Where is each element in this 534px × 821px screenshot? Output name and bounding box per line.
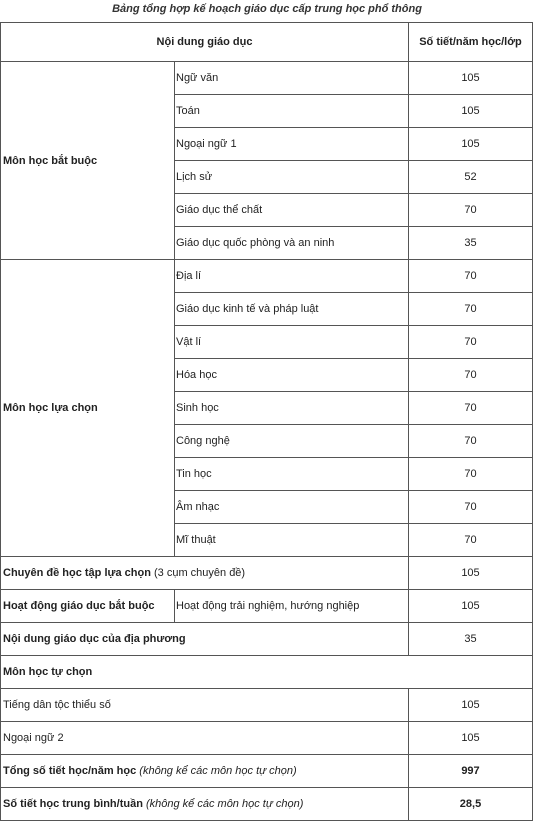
total-year-cell xyxy=(1,755,409,788)
periods-cell: 105 xyxy=(409,722,533,755)
subject-cell: Lịch sử xyxy=(175,161,409,194)
header-content: Nội dung giáo dục xyxy=(1,23,409,62)
table-row xyxy=(1,590,533,623)
subject-cell: Giáo dục quốc phòng và an ninh xyxy=(175,227,409,260)
periods-cell: 70 xyxy=(409,458,533,491)
subject-cell: Âm nhạc xyxy=(175,491,409,524)
table-row xyxy=(1,557,533,590)
periods-cell: 105 xyxy=(409,557,533,590)
elective-group-label: Môn học lựa chọn xyxy=(1,260,175,557)
periods-cell: 52 xyxy=(409,161,533,194)
subject-cell: Tin học xyxy=(175,458,409,491)
periods-cell: 105 xyxy=(409,590,533,623)
periods-cell: 105 xyxy=(409,62,533,95)
periods-cell: 70 xyxy=(409,194,533,227)
periods-cell: 70 xyxy=(409,491,533,524)
table-row xyxy=(1,722,533,755)
avg-week-cell xyxy=(1,788,409,821)
mandatory-group-label: Môn học bắt buộc xyxy=(1,62,175,260)
table-row xyxy=(1,788,533,821)
periods-cell: 105 xyxy=(409,128,533,161)
subject-cell: Sinh học xyxy=(175,392,409,425)
activities-label: Hoạt động giáo dục bắt buộc xyxy=(1,590,175,623)
header-periods: Số tiết/năm học/lớp xyxy=(409,23,533,62)
periods-cell: 70 xyxy=(409,425,533,458)
periods-cell: 70 xyxy=(409,326,533,359)
table-row xyxy=(1,689,533,722)
optional-label: Môn học tự chọn xyxy=(1,656,533,689)
periods-cell: 35 xyxy=(409,623,533,656)
subject-cell: Hoạt động trải nghiệm, hướng nghiệp xyxy=(175,590,409,623)
education-plan-table xyxy=(0,22,533,821)
subject-cell: Ngoại ngữ 2 xyxy=(1,722,409,755)
periods-cell: 70 xyxy=(409,293,533,326)
subject-cell: Toán xyxy=(175,95,409,128)
avg-week-note: (không kể các môn học tự chọn) xyxy=(142,798,304,810)
subject-cell: Giáo dục kinh tế và pháp luật xyxy=(175,293,409,326)
periods-cell: 70 xyxy=(409,392,533,425)
table-row xyxy=(1,62,533,95)
avg-week-periods: 28,5 xyxy=(409,788,533,821)
topics-cell xyxy=(1,557,409,590)
table-title: Bảng tổng hợp kế hoạch giáo dục cấp trung học phổ thông xyxy=(112,3,422,15)
subject-cell: Vật lí xyxy=(175,326,409,359)
subject-cell: Giáo dục thể chất xyxy=(175,194,409,227)
topics-note: (3 cụm chuyên đề) xyxy=(150,567,246,579)
table-row xyxy=(1,623,533,656)
periods-cell: 70 xyxy=(409,359,533,392)
subject-cell: Ngoại ngữ 1 xyxy=(175,128,409,161)
table-row xyxy=(1,260,533,293)
total-year-label: Tổng số tiết học/năm học xyxy=(3,765,137,777)
periods-cell: 70 xyxy=(409,524,533,557)
periods-cell: 35 xyxy=(409,227,533,260)
subject-cell: Công nghệ xyxy=(175,425,409,458)
periods-cell: 70 xyxy=(409,260,533,293)
table-row xyxy=(1,656,533,689)
subject-cell: Hóa học xyxy=(175,359,409,392)
subject-cell: Ngữ văn xyxy=(175,62,409,95)
header-row xyxy=(1,23,533,62)
subject-cell: Mĩ thuật xyxy=(175,524,409,557)
table-row xyxy=(1,755,533,788)
periods-cell: 105 xyxy=(409,95,533,128)
subject-cell: Địa lí xyxy=(175,260,409,293)
local-label: Nội dung giáo dục của địa phương xyxy=(1,623,409,656)
avg-week-label: Số tiết học trung bình/tuần xyxy=(3,798,143,810)
topics-label: Chuyên đề học tập lựa chọn xyxy=(3,567,151,579)
subject-cell: Tiếng dân tộc thiểu số xyxy=(1,689,409,722)
total-year-periods: 997 xyxy=(409,755,533,788)
periods-cell: 105 xyxy=(409,689,533,722)
total-year-note: (không kể các môn học tự chọn) xyxy=(136,765,297,777)
